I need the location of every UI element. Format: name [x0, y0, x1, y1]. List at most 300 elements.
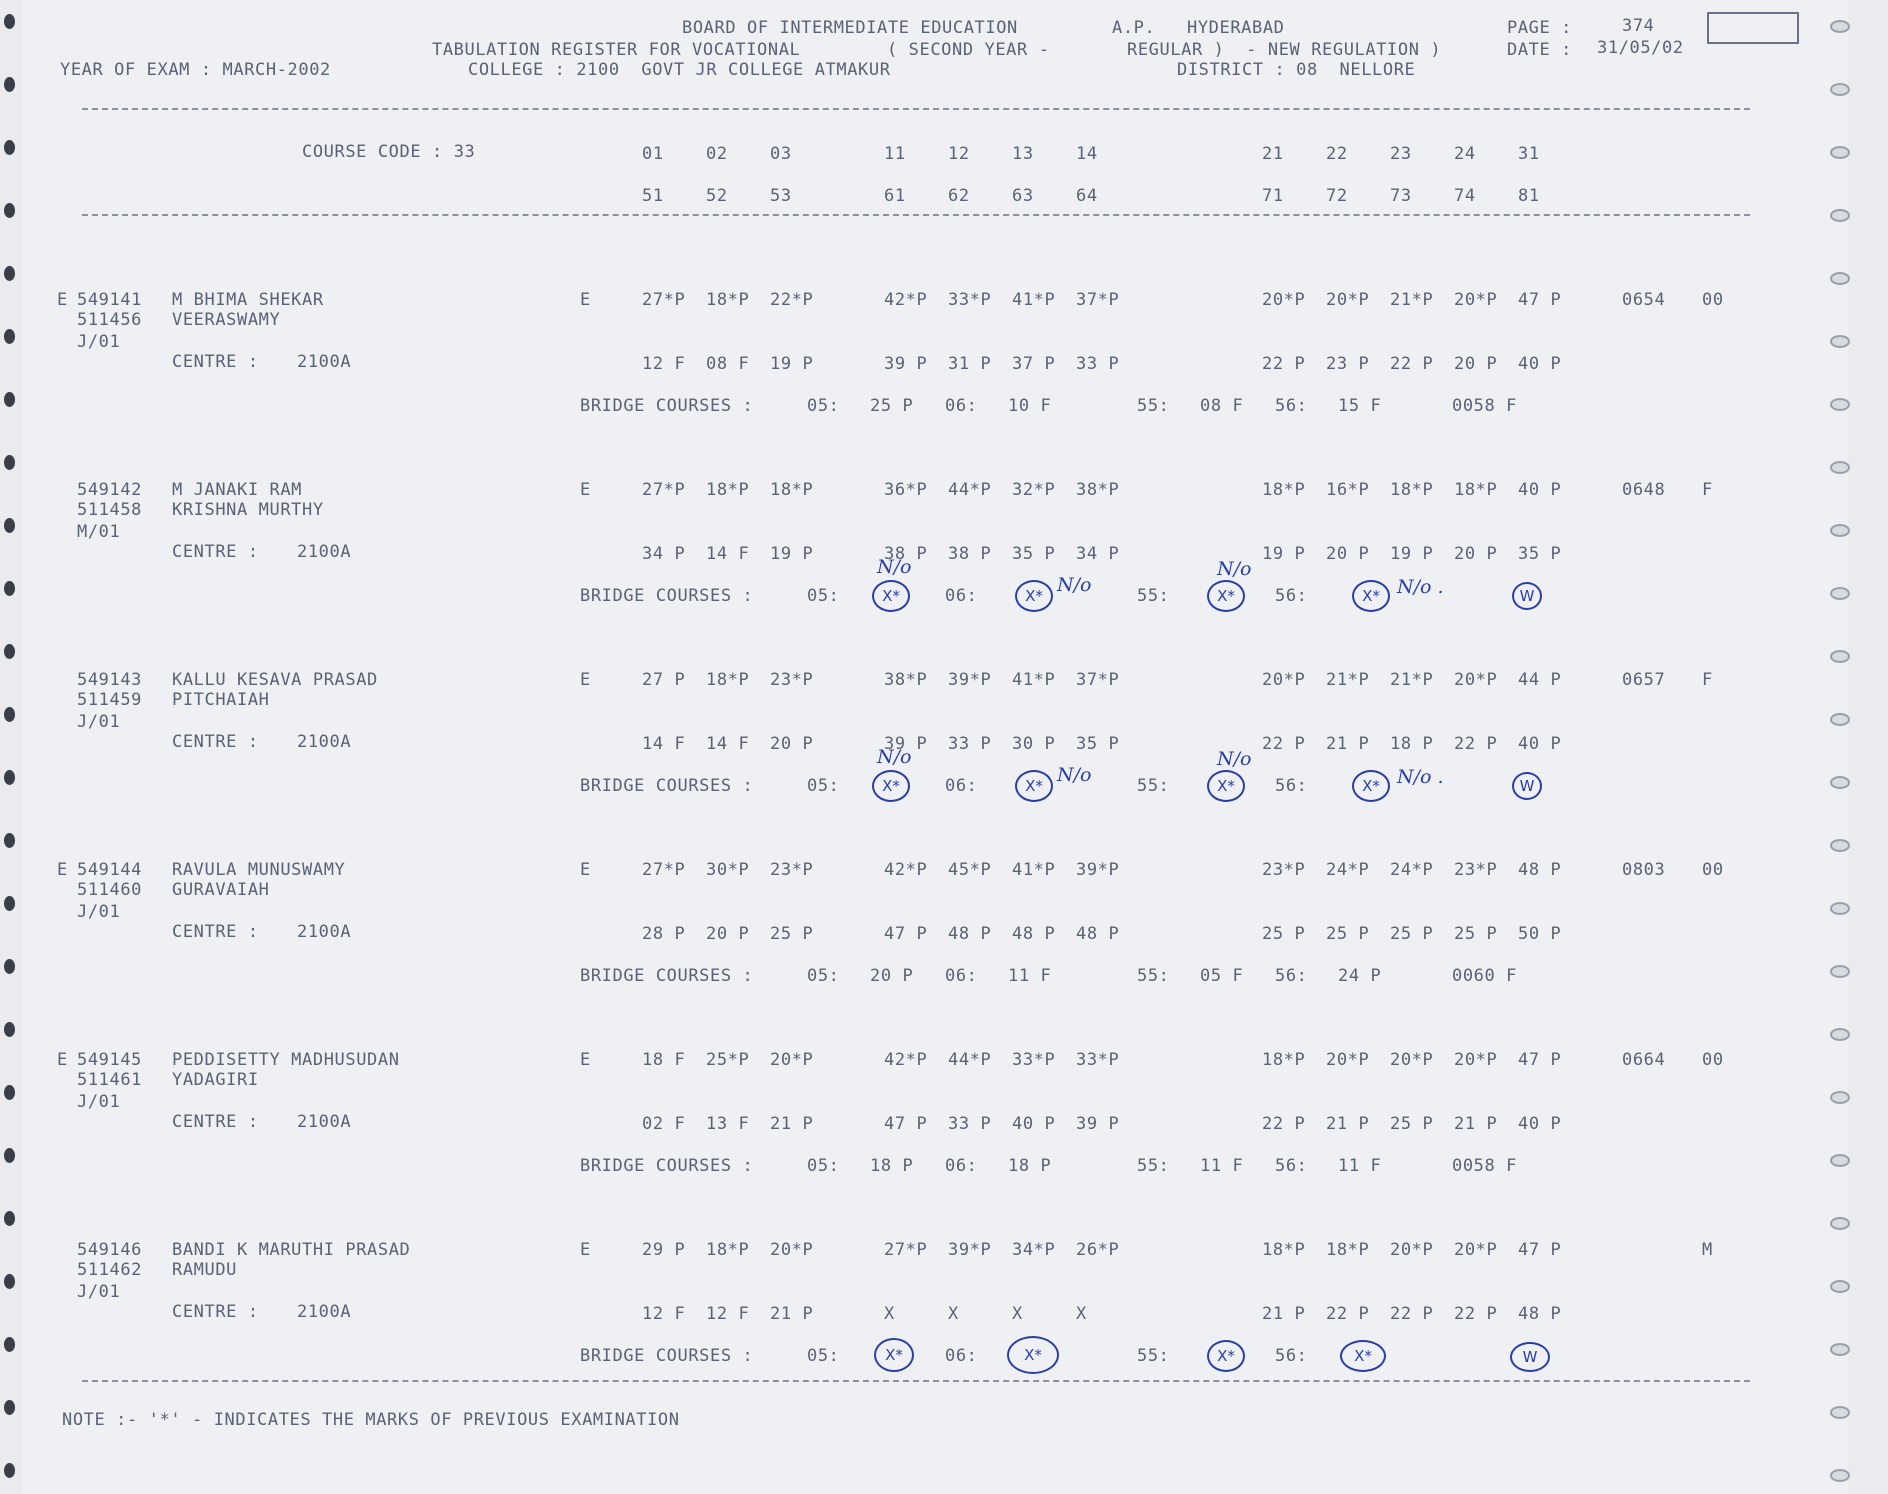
mark-cell: 41*P	[1012, 670, 1056, 690]
result-code: M	[1702, 1240, 1713, 1260]
centre-label: CENTRE :	[172, 732, 259, 752]
circled-x-annotation: X*	[1015, 580, 1053, 612]
bridge-courses-label: BRIDGE COURSES :	[580, 1346, 754, 1366]
bridge-cell: 55:	[1137, 396, 1170, 416]
bridge-courses-label: BRIDGE COURSES :	[580, 966, 754, 986]
bridge-cell: 06:	[945, 1156, 978, 1176]
circled-x-annotation: X*	[1007, 1336, 1059, 1374]
punch-hole	[4, 644, 15, 659]
mark-cell: 13 F	[706, 1114, 750, 1134]
punch-hole	[1830, 1343, 1850, 1356]
student-name: M JANAKI RAM	[172, 480, 303, 500]
state: A.P.	[1112, 18, 1156, 38]
mark-cell: 25 P	[1454, 924, 1498, 944]
centre-code: 2100A	[297, 732, 352, 752]
mark-cell: 39*P	[948, 670, 992, 690]
bridge-cell: 0058 F	[1452, 396, 1518, 416]
mark-cell: X	[1012, 1304, 1023, 1324]
mark-cell: 20*P	[770, 1240, 814, 1260]
mark-cell: 47 P	[1518, 1240, 1562, 1260]
mark-cell: 18*P	[1454, 480, 1498, 500]
mark-cell: X	[884, 1304, 895, 1324]
bridge-cell: 05:	[807, 586, 840, 606]
centre-code: 2100A	[297, 1112, 352, 1132]
mark-cell: 19 P	[770, 544, 814, 564]
father-name: PITCHAIAH	[172, 690, 270, 710]
bridge-cell: 05:	[807, 1346, 840, 1366]
bridge-cell: 08 F	[1200, 396, 1244, 416]
punch-hole	[1830, 713, 1850, 726]
punch-hole	[4, 266, 15, 281]
year-type: ( SECOND YEAR -	[887, 40, 1050, 60]
mark-cell: 21*P	[1390, 290, 1434, 310]
mark-cell: 23*P	[770, 860, 814, 880]
mark-cell: 39 P	[1076, 1114, 1120, 1134]
mark-cell: 47 P	[1518, 1050, 1562, 1070]
mark-cell: 27*P	[642, 290, 686, 310]
course-code-col: 24	[1454, 144, 1476, 164]
course-code-col: 74	[1454, 186, 1476, 206]
mark-cell: 12 F	[642, 354, 686, 374]
mark-cell: 14 F	[706, 544, 750, 564]
punch-hole	[4, 455, 15, 470]
exam-flag: E	[57, 860, 68, 880]
student-name: KALLU KESAVA PRASAD	[172, 670, 378, 690]
mark-cell: 20*P	[1454, 290, 1498, 310]
punch-hole	[4, 518, 15, 533]
mark-cell: 33*P	[1012, 1050, 1056, 1070]
mark-cell: 47 P	[884, 1114, 928, 1134]
mark-cell: 22 P	[1390, 354, 1434, 374]
punch-hole	[1830, 20, 1850, 33]
circled-x-annotation: X*	[1352, 770, 1390, 802]
date: 31/05/02	[1597, 38, 1684, 58]
mark-cell: 41*P	[1012, 860, 1056, 880]
mark-cell: 42*P	[884, 290, 928, 310]
mark-cell: 33 P	[948, 734, 992, 754]
student-id: 511456	[77, 310, 143, 330]
bridge-cell: 20 P	[870, 966, 914, 986]
mark-cell: 37 P	[1012, 354, 1056, 374]
mark-cell: 25 P	[1390, 924, 1434, 944]
mark-cell: 23*P	[1454, 860, 1498, 880]
bridge-courses-label: BRIDGE COURSES :	[580, 776, 754, 796]
mark-cell: 34 P	[642, 544, 686, 564]
course-code-col: 53	[770, 186, 792, 206]
father-name: RAMUDU	[172, 1260, 238, 1280]
course-code-col: 73	[1390, 186, 1412, 206]
punch-hole	[1830, 146, 1850, 159]
bridge-cell: 06:	[945, 776, 978, 796]
centre-code: 2100A	[297, 1302, 352, 1322]
bridge-cell: 0058 F	[1452, 1156, 1518, 1176]
exam-flag: E	[57, 1050, 68, 1070]
mark-cell: 25 P	[1390, 1114, 1434, 1134]
total-marks: 0803	[1622, 860, 1666, 880]
mark-cell: 47 P	[1518, 290, 1562, 310]
mark-cell: 18*P	[706, 670, 750, 690]
page-number: 374	[1622, 16, 1655, 36]
mark-cell: 39*P	[1076, 860, 1120, 880]
punch-hole	[1830, 1469, 1850, 1482]
bridge-cell: 56:	[1275, 1346, 1308, 1366]
mark-cell: 48 P	[1012, 924, 1056, 944]
mark-cell: 39 P	[884, 354, 928, 374]
roll-number: 549144	[77, 860, 143, 880]
circled-x-annotation: X*	[1352, 580, 1390, 612]
centre-code: 2100A	[297, 922, 352, 942]
punch-hole	[4, 1148, 15, 1163]
centre-label: CENTRE :	[172, 1112, 259, 1132]
mark-cell: 27*P	[642, 480, 686, 500]
punch-hole	[4, 1400, 15, 1415]
centre-label: CENTRE :	[172, 542, 259, 562]
bridge-cell: 55:	[1137, 1156, 1170, 1176]
mark-cell: 25 P	[770, 924, 814, 944]
mark-cell: 22 P	[1454, 1304, 1498, 1324]
student-name: RAVULA MUNUSWAMY	[172, 860, 346, 880]
mark-cell: 19 P	[770, 354, 814, 374]
district: DISTRICT : 08 NELLORE	[1177, 60, 1416, 80]
mark-cell: 40 P	[1518, 480, 1562, 500]
mark-cell: 40 P	[1518, 1114, 1562, 1134]
student-name: M BHIMA SHEKAR	[172, 290, 324, 310]
mark-cell: 42*P	[884, 1050, 928, 1070]
mark-cell: 34 P	[1076, 544, 1120, 564]
mark-cell: 25 P	[1262, 924, 1306, 944]
board-name: BOARD OF INTERMEDIATE EDUCATION	[682, 18, 1018, 38]
mark-cell: 26*P	[1076, 1240, 1120, 1260]
punch-hole	[1830, 650, 1850, 663]
bridge-cell: 11 F	[1200, 1156, 1244, 1176]
college: COLLEGE : 2100 GOVT JR COLLEGE ATMAKUR	[468, 60, 891, 80]
circled-x-annotation: X*	[1207, 580, 1245, 612]
roll-number: 549145	[77, 1050, 143, 1070]
handwritten-note: N/o	[1057, 764, 1092, 786]
course-code-col: 14	[1076, 144, 1098, 164]
father-name: YADAGIRI	[172, 1070, 259, 1090]
course-code-col: 13	[1012, 144, 1034, 164]
punch-hole	[1830, 335, 1850, 348]
medium: E	[580, 1050, 591, 1070]
bridge-cell: 05:	[807, 966, 840, 986]
mark-cell: 18*P	[1262, 1240, 1306, 1260]
mark-cell: 20*P	[1390, 1050, 1434, 1070]
course-code-col: 64	[1076, 186, 1098, 206]
group-code: J/01	[77, 712, 121, 732]
bridge-cell: 55:	[1137, 776, 1170, 796]
handwritten-note: N/o	[1057, 574, 1092, 596]
mark-cell: 37*P	[1076, 670, 1120, 690]
circled-x-annotation: X*	[874, 1338, 914, 1372]
mark-cell: 20 P	[1454, 544, 1498, 564]
mark-cell: X	[1076, 1304, 1087, 1324]
mark-cell: 21 P	[770, 1304, 814, 1324]
mark-cell: 20 P	[770, 734, 814, 754]
mark-cell: 20*P	[770, 1050, 814, 1070]
centre-code: 2100A	[297, 542, 352, 562]
mark-cell: 42*P	[884, 860, 928, 880]
result-code: 00	[1702, 860, 1724, 880]
bridge-cell: 05 F	[1200, 966, 1244, 986]
course-code-col: 03	[770, 144, 792, 164]
mark-cell: 21 P	[1454, 1114, 1498, 1134]
punch-hole	[4, 581, 15, 596]
punch-hole	[4, 77, 15, 92]
bridge-cell: 05:	[807, 1156, 840, 1176]
mark-cell: 14 F	[642, 734, 686, 754]
mark-cell: 30*P	[706, 860, 750, 880]
bridge-cell: 56:	[1275, 586, 1308, 606]
mark-cell: 33 P	[948, 1114, 992, 1134]
mark-cell: 18*P	[706, 480, 750, 500]
punch-hole	[1830, 83, 1850, 96]
year-of-exam: YEAR OF EXAM : MARCH-2002	[60, 60, 331, 80]
student-id: 511461	[77, 1070, 143, 1090]
roll-number: 549146	[77, 1240, 143, 1260]
punch-hole	[1830, 398, 1850, 411]
mark-cell: 22 P	[1262, 354, 1306, 374]
mark-cell: 20*P	[1326, 290, 1370, 310]
punch-hole	[4, 1337, 15, 1352]
course-code-col: 31	[1518, 144, 1540, 164]
course-code-col: 51	[642, 186, 664, 206]
mark-cell: 20*P	[1326, 1050, 1370, 1070]
punch-hole	[1830, 1406, 1850, 1419]
punch-hole	[1830, 272, 1850, 285]
mark-cell: 33 P	[1076, 354, 1120, 374]
handwritten-note: N/o .	[1397, 766, 1444, 788]
medium: E	[580, 480, 591, 500]
mark-cell: 47 P	[884, 924, 928, 944]
circled-w-annotation: W	[1512, 582, 1542, 610]
mark-cell: 22 P	[1390, 1304, 1434, 1324]
course-code-col: 61	[884, 186, 906, 206]
total-marks: 0657	[1622, 670, 1666, 690]
centre-label: CENTRE :	[172, 1302, 259, 1322]
mark-cell: 33*P	[1076, 1050, 1120, 1070]
handwritten-note: N/o	[1217, 558, 1252, 580]
course-code-col: 52	[706, 186, 728, 206]
circled-x-annotation: X*	[1207, 1340, 1245, 1372]
circled-w-annotation: W	[1512, 772, 1542, 800]
punch-hole	[1830, 776, 1850, 789]
father-name: KRISHNA MURTHY	[172, 500, 324, 520]
result-code: F	[1702, 670, 1713, 690]
bridge-cell: 06:	[945, 1346, 978, 1366]
punch-hole	[4, 707, 15, 722]
mark-cell: 16*P	[1326, 480, 1370, 500]
mark-cell: 18*P	[706, 290, 750, 310]
father-name: VEERASWAMY	[172, 310, 281, 330]
bridge-cell: 06:	[945, 966, 978, 986]
mark-cell: 18*P	[706, 1240, 750, 1260]
student-id: 511459	[77, 690, 143, 710]
mark-cell: 50 P	[1518, 924, 1562, 944]
mark-cell: 48 P	[948, 924, 992, 944]
mark-cell: 21 P	[1326, 1114, 1370, 1134]
roll-number: 549141	[77, 290, 143, 310]
mark-cell: 25 P	[1326, 924, 1370, 944]
mark-cell: 29 P	[642, 1240, 686, 1260]
mark-cell: 24*P	[1326, 860, 1370, 880]
mark-cell: 22 P	[1262, 734, 1306, 754]
mark-cell: 20*P	[1454, 670, 1498, 690]
bridge-cell: 56:	[1275, 396, 1308, 416]
group-code: J/01	[77, 332, 121, 352]
mark-cell: 34*P	[1012, 1240, 1056, 1260]
tabulation-register-page	[22, 0, 1848, 1494]
student-id: 511458	[77, 500, 143, 520]
bridge-cell: 56:	[1275, 776, 1308, 796]
punch-hole	[4, 329, 15, 344]
mark-cell: 18*P	[1390, 480, 1434, 500]
mark-cell: 20*P	[1262, 290, 1306, 310]
circled-x-annotation: X*	[872, 770, 910, 802]
mark-cell: X	[948, 1304, 959, 1324]
student-id: 511460	[77, 880, 143, 900]
mark-cell: 38 P	[948, 544, 992, 564]
punch-hole	[1830, 461, 1850, 474]
mark-cell: 19 P	[1390, 544, 1434, 564]
codes-rule	[82, 214, 1750, 216]
bridge-cell: 18 P	[870, 1156, 914, 1176]
mark-cell: 20*P	[1454, 1050, 1498, 1070]
mark-cell: 23 P	[1326, 354, 1370, 374]
mark-cell: 18*P	[1326, 1240, 1370, 1260]
punch-hole	[1830, 587, 1850, 600]
course-code-col: 81	[1518, 186, 1540, 206]
roll-number: 549143	[77, 670, 143, 690]
bridge-cell: 10 F	[1008, 396, 1052, 416]
group-code: J/01	[77, 1282, 121, 1302]
mark-cell: 22 P	[1454, 734, 1498, 754]
mark-cell: 22 P	[1326, 1304, 1370, 1324]
mark-cell: 48 P	[1518, 1304, 1562, 1324]
student-name: PEDDISETTY MADHUSUDAN	[172, 1050, 400, 1070]
mark-cell: 45*P	[948, 860, 992, 880]
printer-mark-box	[1707, 12, 1799, 44]
header-rule	[82, 108, 1750, 110]
mark-cell: 18*P	[770, 480, 814, 500]
centre-label: CENTRE :	[172, 922, 259, 942]
medium: E	[580, 670, 591, 690]
mark-cell: 38 P	[884, 544, 928, 564]
mark-cell: 37*P	[1076, 290, 1120, 310]
mark-cell: 27 P	[642, 670, 686, 690]
handwritten-note: N/o	[1217, 748, 1252, 770]
punch-hole	[1830, 839, 1850, 852]
punch-hole	[4, 1085, 15, 1100]
mark-cell: 22*P	[770, 290, 814, 310]
mark-cell: 20 P	[1454, 354, 1498, 374]
punch-hole	[4, 1274, 15, 1289]
footer-note: NOTE :- '*' - INDICATES THE MARKS OF PREVIOUS EXAMINATION	[62, 1410, 680, 1430]
punch-hole	[4, 833, 15, 848]
punch-hole	[1830, 209, 1850, 222]
mark-cell: 48 P	[1518, 860, 1562, 880]
footer-rule	[82, 1380, 1750, 1382]
mark-cell: 18*P	[1262, 480, 1306, 500]
mark-cell: 38*P	[1076, 480, 1120, 500]
bridge-cell: 06:	[945, 396, 978, 416]
bridge-cell: 55:	[1137, 586, 1170, 606]
bridge-cell: 15 F	[1338, 396, 1382, 416]
mark-cell: 36*P	[884, 480, 928, 500]
mark-cell: 27*P	[884, 1240, 928, 1260]
centre-code: 2100A	[297, 352, 352, 372]
medium: E	[580, 860, 591, 880]
regulation: REGULAR ) - NEW REGULATION )	[1127, 40, 1442, 60]
mark-cell: 33*P	[948, 290, 992, 310]
punch-hole	[1830, 1154, 1850, 1167]
bridge-courses-label: BRIDGE COURSES :	[580, 586, 754, 606]
course-code: COURSE CODE : 33	[302, 142, 476, 162]
medium: E	[580, 1240, 591, 1260]
page-label: PAGE :	[1507, 18, 1573, 38]
circled-x-annotation: X*	[1015, 770, 1053, 802]
mark-cell: 35 P	[1076, 734, 1120, 754]
punch-hole	[1830, 1028, 1850, 1041]
mark-cell: 24*P	[1390, 860, 1434, 880]
mark-cell: 41*P	[1012, 290, 1056, 310]
mark-cell: 40 P	[1518, 354, 1562, 374]
bridge-cell: 0060 F	[1452, 966, 1518, 986]
mark-cell: 35 P	[1012, 544, 1056, 564]
mark-cell: 20*P	[1454, 1240, 1498, 1260]
bridge-cell: 56:	[1275, 966, 1308, 986]
mark-cell: 21 P	[770, 1114, 814, 1134]
mark-cell: 39 P	[884, 734, 928, 754]
student-name: BANDI K MARUTHI PRASAD	[172, 1240, 411, 1260]
bridge-cell: 05:	[807, 776, 840, 796]
centre-label: CENTRE :	[172, 352, 259, 372]
mark-cell: 21 P	[1326, 734, 1370, 754]
punch-hole	[4, 1211, 15, 1226]
mark-cell: 48 P	[1076, 924, 1120, 944]
mark-cell: 19 P	[1262, 544, 1306, 564]
bridge-cell: 11 F	[1338, 1156, 1382, 1176]
mark-cell: 12 F	[642, 1304, 686, 1324]
circled-w-annotation: W	[1510, 1342, 1550, 1372]
punch-hole	[4, 770, 15, 785]
mark-cell: 18 P	[1390, 734, 1434, 754]
course-code-col: 02	[706, 144, 728, 164]
result-code: 00	[1702, 290, 1724, 310]
mark-cell: 35 P	[1518, 544, 1562, 564]
handwritten-note: N/o	[877, 556, 912, 578]
handwritten-note: N/o	[877, 746, 912, 768]
mark-cell: 20*P	[1390, 1240, 1434, 1260]
mark-cell: 12 F	[706, 1304, 750, 1324]
mark-cell: 44*P	[948, 480, 992, 500]
mark-cell: 32*P	[1012, 480, 1056, 500]
course-code-col: 12	[948, 144, 970, 164]
mark-cell: 20 P	[1326, 544, 1370, 564]
punch-hole	[1830, 965, 1850, 978]
punch-hole	[4, 896, 15, 911]
bridge-cell: 18 P	[1008, 1156, 1052, 1176]
mark-cell: 23*P	[1262, 860, 1306, 880]
city: HYDERABAD	[1187, 18, 1285, 38]
course-code-col: 11	[884, 144, 906, 164]
exam-flag: E	[57, 290, 68, 310]
punch-hole	[4, 959, 15, 974]
punch-hole	[1830, 524, 1850, 537]
bridge-cell: 05:	[807, 396, 840, 416]
medium: E	[580, 290, 591, 310]
course-code-col: 63	[1012, 186, 1034, 206]
